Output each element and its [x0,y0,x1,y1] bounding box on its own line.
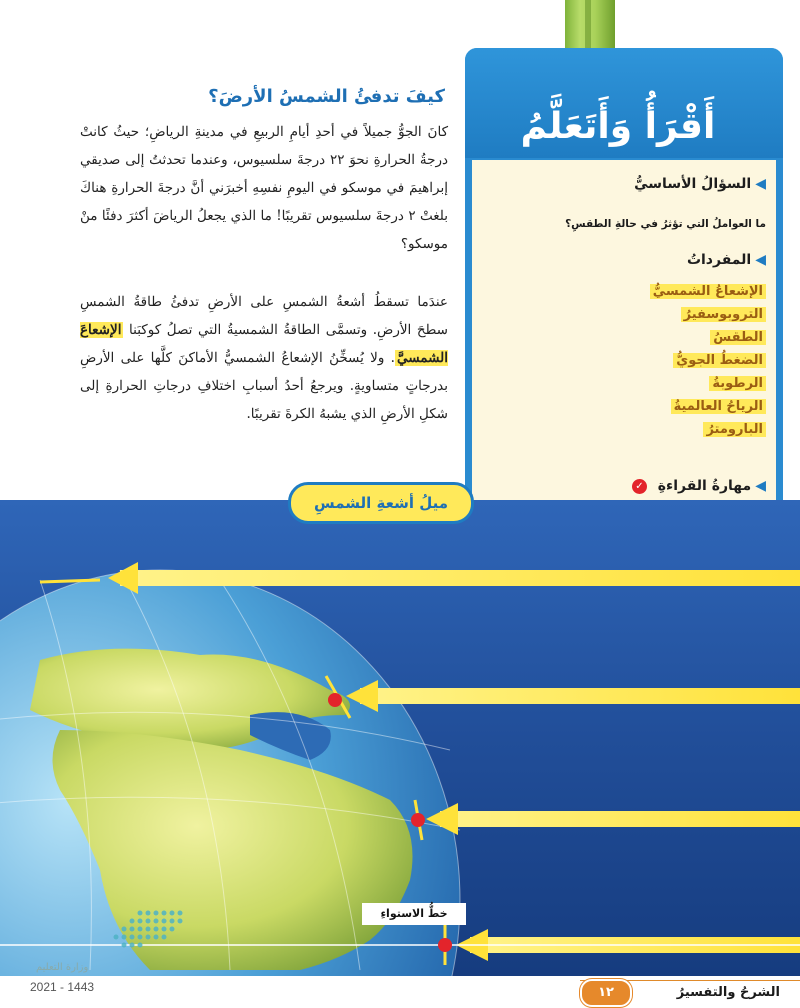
edition-year: 2021 - 1443 [30,980,95,994]
equator-label: خطُّ الاستواءِ [362,903,466,925]
contact-point [411,813,425,827]
checkmark-icon: ✓ [632,479,647,494]
section-label: الشرحُ والتفسيرُ [676,985,780,1000]
contact-point [438,938,452,952]
vocab-item: الرطوبةُ [650,372,766,395]
ray-3 [440,811,800,827]
vocab-item: الإشعاعُ الشمسيُّ [650,280,766,303]
triangle-icon: ◀ [755,478,766,494]
essential-question-heading: ◀السؤالُ الأساسيُّ [634,176,766,192]
triangle-icon: ◀ [755,252,766,268]
card-title: أَقْرَأُ وَأَتَعَلَّمُ [520,106,716,147]
paragraph-1: كانَ الجوُّ جميلاً في أحدِ أيامِ الربيعِ في مدينةِ الرياضِ؛ حيثُ كانتْ درجةُ الحرارةِ نحوَ ٢٢ درجةَ سلسيوس، وعندما تحدثتُ إلى صديقي إبراهيمَ في موسكو في اليومِ نفسِهِ أخبرَني أنَّ درجةَ الحرارةِ هناكَ بلغتْ ٢ درجةَ سلسيوس تقريبًا! ما الذي يجعلُ الرياضَ أكثرَ دفئًا منْ موسكو؟ [80,124,448,252]
vocab-item: الرياحُ العالميةُ [650,395,766,418]
ray-2 [360,688,800,704]
vocab-item: البارومترُ [650,418,766,441]
contact-point [328,693,342,707]
highlighted-term: الإشعاعَ الشمسيَّ [80,322,448,366]
vocabulary-heading: ◀المفرداتُ [686,252,766,268]
page-number: ١٢ [580,979,632,1007]
vocab-item: الضغطُ الجويُّ [650,349,766,372]
vocabulary-list [650,280,766,441]
reading-skill-heading: ◀مهارةُ القراءةِ ✓ [632,478,766,494]
ray-1 [120,570,800,586]
illustration-caption: ميلُ أشعةِ الشمسِ [288,482,474,524]
vocab-item: الطقسُ [650,326,766,349]
paragraph-2: عندَما تسقطُ أشعةُ الشمسِ على الأرضِ تدفئُ طاقةُ الشمسِ سطحَ الأرضِ. وتسمَّى الطاقةُ الشمسيةُ التي تصلُ كوكبَنا الإشعاعَ الشمسيَّ. ولا يُسخِّنُ الإشعاعُ الشمسيُّ الأماكنَ كلَّها على الأرضِ بدرجاتٍ متساويةٍ. ويرجعُ أحدُ أسبابِ اختلافِ درجاتِ الحرارةِ إلى شكلِ الأرضِ الذي يشبهُ الكرةَ تقريبًا. [80,294,448,422]
card-header [465,48,783,158]
section-heading: كيفَ تدفئُ الشمسُ الأرضَ؟ [208,86,445,107]
ministry-name: وزارة التعليم [36,962,89,973]
essential-question: ما العواملُ التي تؤثرُ في حالةِ الطقسِ؟ [565,218,766,230]
ministry-logo [30,905,190,961]
triangle-icon: ◀ [755,176,766,192]
vocab-item: التروبوسفيرُ [650,303,766,326]
